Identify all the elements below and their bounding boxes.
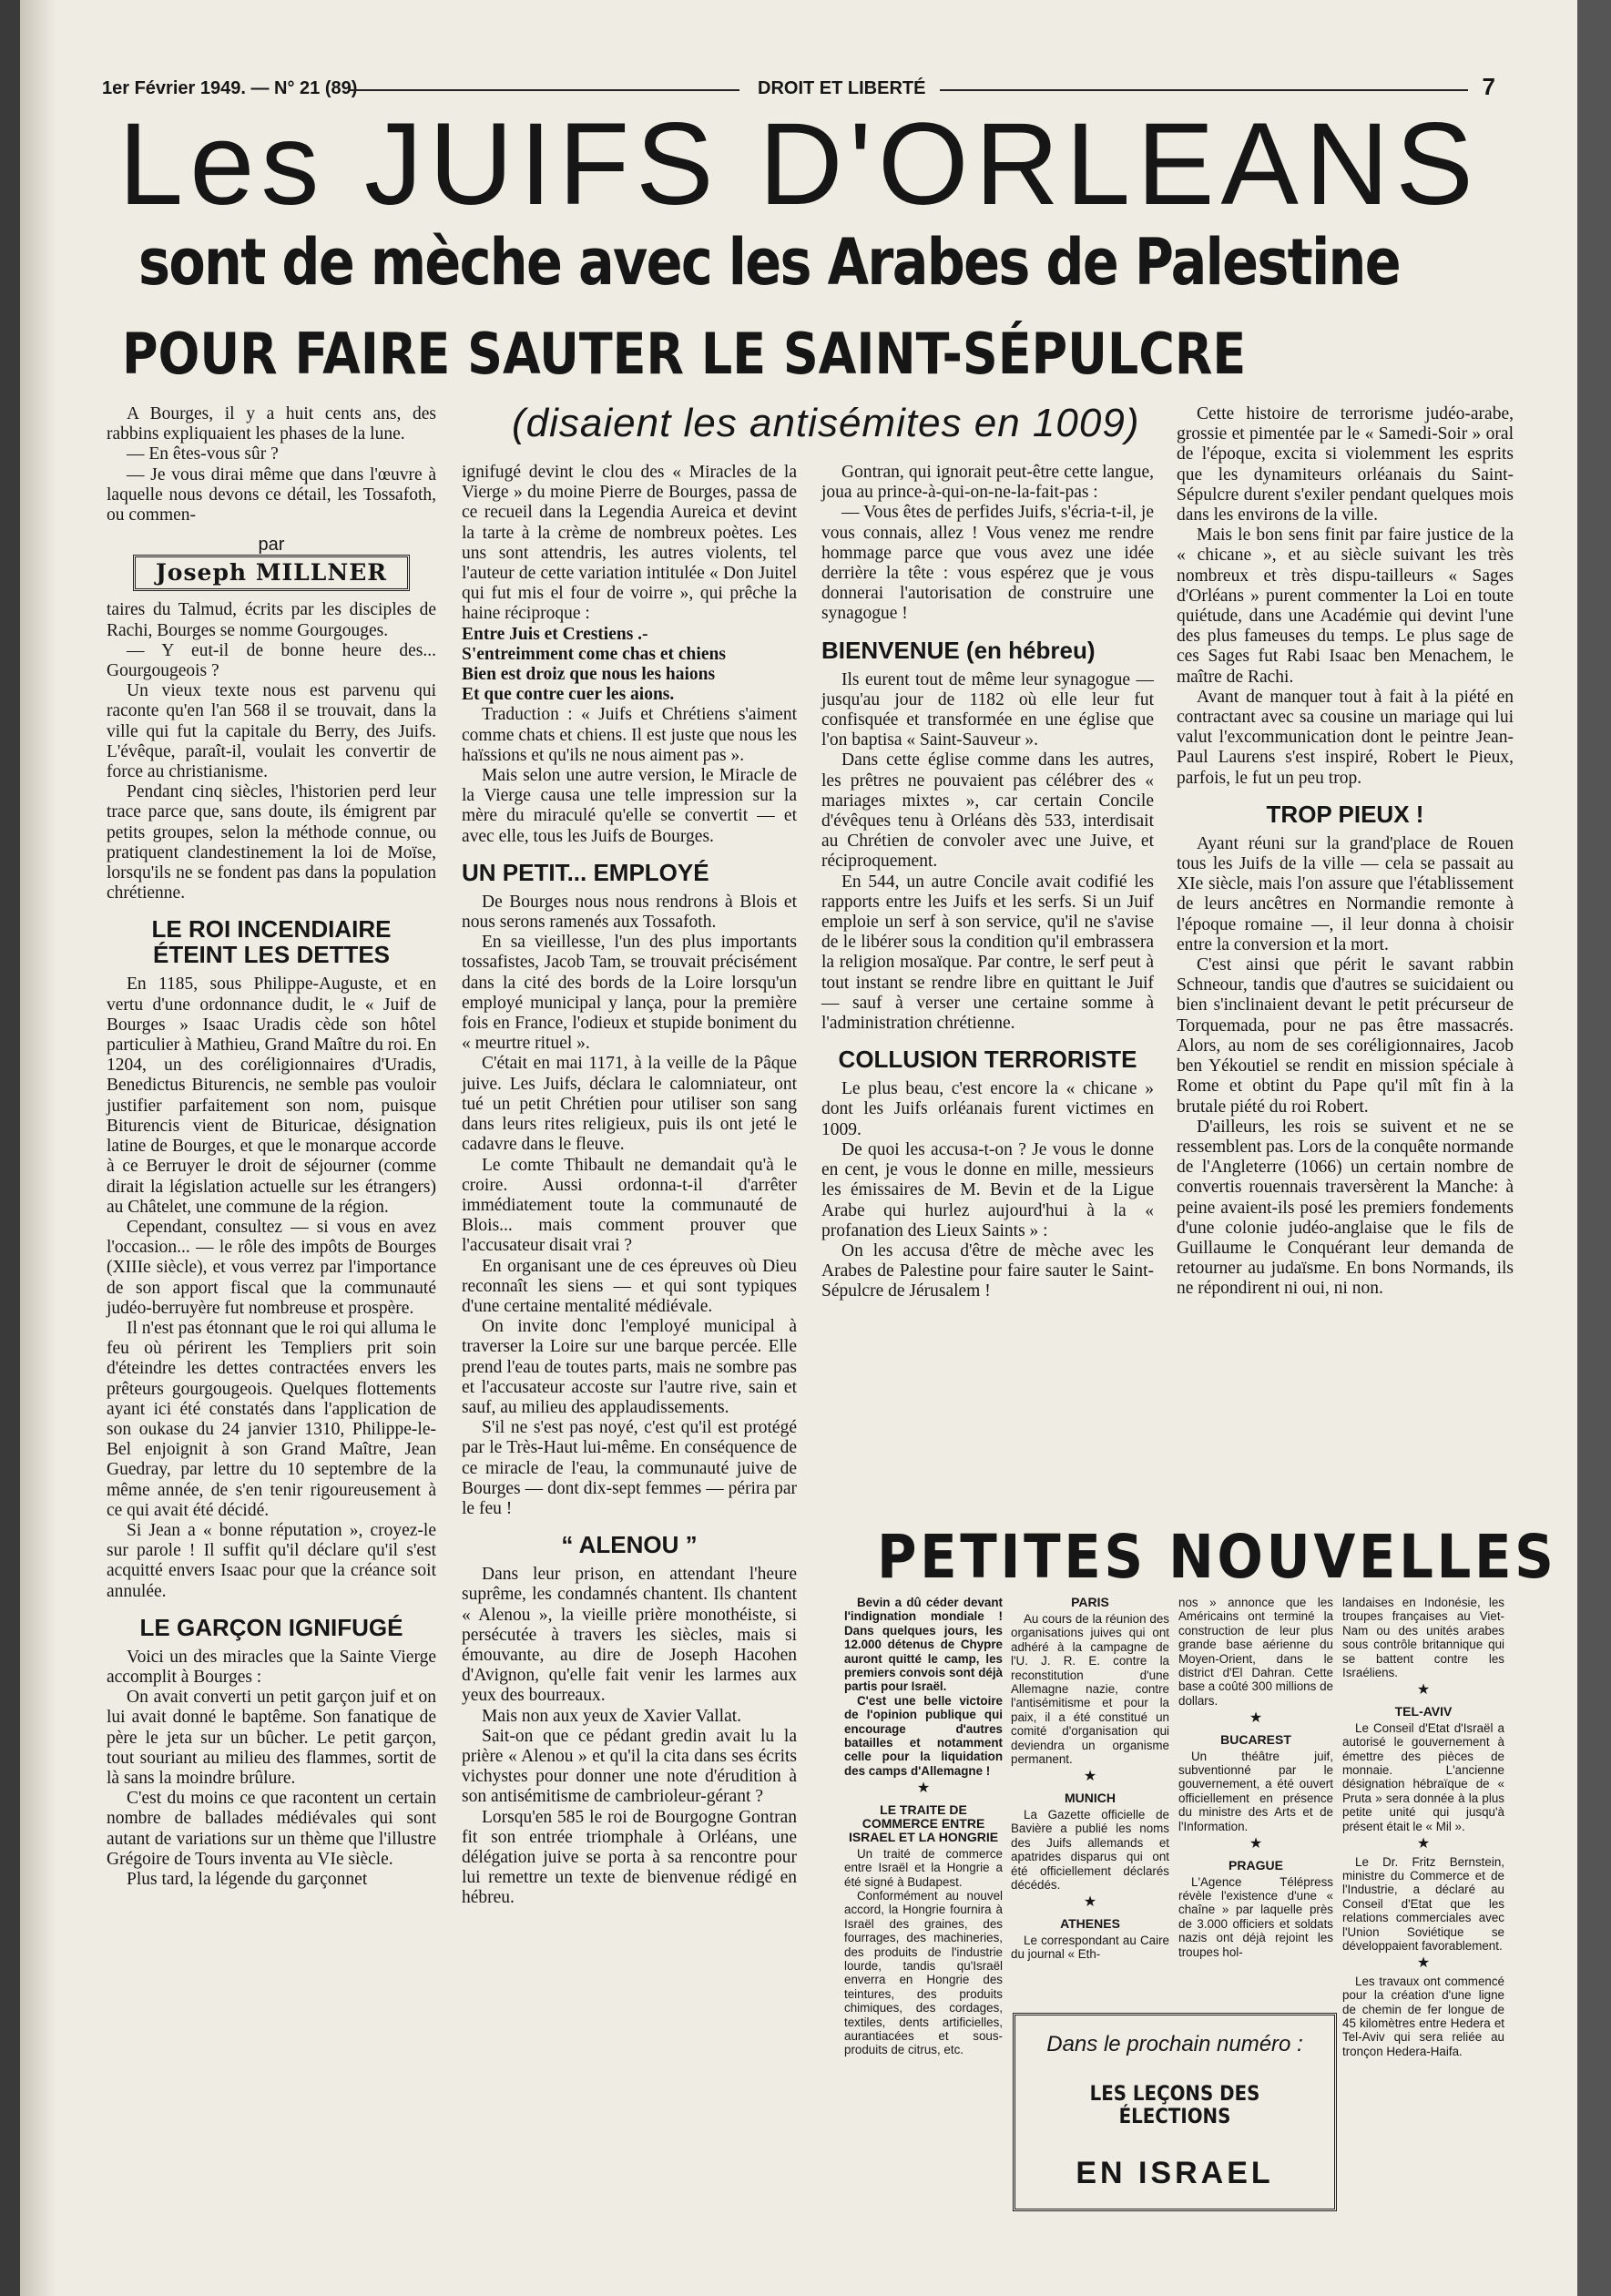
verse-line: Et que contre cuer les aions. [462, 685, 675, 705]
paragraph: A Bourges, il y a huit cents ans, des rabbins expliquaient les phases de la lune. [107, 404, 436, 444]
news-item: Le Conseil d'Etat d'Israël a autorisé le gouvernement à émettre des pièces de monnaie. L'ancienne désignation hébraïque de « Pruta » sera donnée à la plus petite unité qui jusqu'à présent était le « Mil ». [1342, 1720, 1504, 1833]
star-separator: ★ [1083, 1769, 1097, 1785]
paragraph: C'est du moins ce que racontent un certain nombre de ballades médiévales qui sont autant de variations sur un thème que l'illustre Grégoire de Tours inventa au VIe siècle. [107, 1789, 436, 1869]
star-separator: ★ [1083, 1894, 1097, 1911]
news-item: C'est une belle victoire de l'opinion publique qui encourage d'autres batailles et notamment celle pour la liquidation des camps d'Allemagne ! [844, 1693, 1003, 1778]
byline-par: par [258, 535, 285, 556]
paragraph: Ils eurent tout de même leur synagogue — jusqu'au jour de 1182 où elle leur fut confisquée et transformée en une église que l'on baptisa « Saint-Sauveur ». [821, 669, 1154, 750]
star-separator: ★ [1249, 1710, 1263, 1727]
paragraph: Lorsqu'en 585 le roi de Bourgogne Gontran fit son entrée triomphale à Orléans, une délégation juive se porta à sa rencontre pour lui remettre un texte de bienvenue rédigé en hébreu. [462, 1807, 797, 1908]
paragraph: — Vous êtes de perfides Juifs, s'écria-t-il, je vous connais, allez ! Vous venez me rendre hommage parce que vous avez une idée derrière la tête : vous espérez que je vous donnerai l'autorisation de construire une synagogue ! [821, 503, 1154, 624]
section-heading: TROP PIEUX ! [1266, 800, 1424, 828]
star-separator: ★ [1249, 1836, 1263, 1852]
paragraph: Le comte Thibault ne demandait qu'à le croire. Aussi ordonna-t-il d'arrêter immédiatement toute la communauté de Blois... mais comment prouver que l'accusateur disait vrai ? [462, 1155, 797, 1256]
news-item: Le Dr. Fritz Bernstein, ministre du Commerce et de l'Industrie, a déclaré au Conseil d'Etat que les relations commerciales avec l'Union Soviétique se développaient favorablement. [1342, 1854, 1504, 1953]
promo-intro: Dans le prochain numéro : [1046, 2032, 1303, 2056]
headline-sub: sont de mèche avec les Arabes de Palestine [138, 225, 1400, 300]
news-heading: BUCAREST [1220, 1731, 1291, 1747]
section-heading: LE GARÇON IGNIFUGÉ [139, 1613, 403, 1641]
news-item: L'Agence Télépress révèle l'existence d'une « chaîne » par laquelle près de 3.000 officiers et soldats nazis ont déjà rejoint les troupes hol- [1178, 1874, 1333, 1959]
paragraph: Traduction : « Juifs et Chrétiens s'aiment comme chats et chiens. Il est juste que nous les haïssions et qu'ils ne nous aiment pas ». [462, 705, 797, 765]
section-heading: UN PETIT... EMPLOYÉ [462, 858, 709, 886]
paragraph: Dans cette église comme dans les autres, les prêtres ne pouvaient pas célébrer des « mariages mixtes », car certain Concile d'évêques tenu à Orléans dès 533, interdisait au Chrétien de convoler avec une Juive, et réciproquement. [821, 750, 1154, 872]
newspaper-name: DROIT ET LIBERTÉ [758, 78, 926, 98]
star-separator: ★ [1416, 1682, 1431, 1699]
news-item: Un traité de commerce entre Israël et la Hongrie a été signé à Budapest. [844, 1846, 1003, 1889]
news-item: landaises en Indonésie, les troupes françaises au Viet-Nam ou des unités arabes sous contrôle britannique qui se battent contre les Israéliens. [1342, 1596, 1504, 1680]
paragraph: En sa vieillesse, l'un des plus importants tossafistes, Jacob Tam, se trouvait précisément dans la cité des bords de la Loire lorsqu'un employé municipal y lança, pour la première fois en France, l'odieux et stupide boniment du « meurtre rituel ». [462, 933, 797, 1054]
paragraph: taires du Talmud, écrits par les disciples de Rachi, Bourges se nomme Gourgouges. [107, 600, 436, 640]
column-3 [821, 463, 1154, 1302]
paragraph: En 544, un autre Concile avait codifié les rapports entre les Juifs et les serfs. Si un Juif emploie un serf à son service, qu'il ne s'avise de le libérer sous la condition qu'il embrassera la religion mosaïque. Par contre, le serf peut à tout instant se rendre libre en quittant le Juif — sauf à verser une certaine somme à l'administration chrétienne. [821, 872, 1154, 1034]
paragraph: Mais selon une autre version, le Miracle de la Vierge causa une telle impression sur la mère du miraculé qu'elle se convertit — et avec elle, tous les Juifs de Bourges. [462, 766, 797, 846]
news-heading: LE TRAITE DE COMMERCE ENTRE ISRAEL ET LA HONGRIE [848, 1801, 999, 1844]
star-separator: ★ [1416, 1955, 1431, 1972]
news-item: nos » annonce que les Américains ont terminé la construction de leur plus grande base aérienne du Moyen-Orient, dans le district d'El Dahran. Cette base a coûté 300 millions de dollars. [1178, 1596, 1333, 1708]
page-number: 7 [1482, 73, 1495, 100]
news-heading: MUNICH [1065, 1790, 1116, 1805]
paragraph: Avant de manquer tout à fait à la piété en contractant avec sa cousine un mariage qui lui valut l'excommunication dont le peintre Jean-Paul Laurens s'est inspiré, Robert le Pieux, parfois, le fut un peu trop. [1177, 687, 1514, 788]
paragraph: Gontran, qui ignorait peut-être cette langue, joua au prince-à-qui-on-ne-la-fait-pas : [821, 463, 1154, 503]
paragraph: Le plus beau, c'est encore la « chicane » dont les Juifs orléanais furent victimes en 1009. [821, 1079, 1154, 1139]
section-heading: COLLUSION TERRORISTE [838, 1046, 1137, 1074]
section-heading: BIENVENUE (en hébreu) [821, 636, 1096, 664]
column-4 [1177, 404, 1514, 1300]
paragraph: — Je vous dirai même que dans l'œuvre à laquelle nous devons ce détail, les Tossafoth, ou commen- [107, 464, 436, 526]
paragraph: Pendant cinq siècles, l'historien perd leur trace parce que, sans doute, ils émigrent par petits groupes, selon la méthode connue, ou pratiquent clandestinement la loi de Moïse, lorsqu'ils ne se fondent pas dans la population chrétienne. [107, 782, 436, 903]
news-heading: ATHENES [1060, 1915, 1120, 1931]
page-edge-shadow [20, 0, 56, 2296]
paragraph: Sait-on que ce pédant gredin avait lu la prière « Alenou » et qu'il la cita dans ses écrits vichystes pour donner une note d'érudition à son antisémitisme de cambrioleur-gérant ? [462, 1726, 797, 1807]
verse-line: Bien est droiz que nous les haions [462, 665, 716, 685]
issue-date: 1er Février 1949. — N° 21 (89) [102, 78, 358, 98]
paragraph: Si Jean a « bonne réputation », croyez-le sur parole ! Il suffit qu'il déclare qu'il s'est acquitté envers Isaac pour que la créance soit annulée. [107, 1520, 436, 1601]
page-header [102, 73, 1495, 102]
paragraph: C'est ainsi que périt le savant rabbin Schneour, tandis que d'autres se suicidaient ou bien s'inclinaient devant le petit précurseur de Torquemada, pour ne pas être massacrés. Alors, au nom de ses coréligionnaires, Jacob ben Yékoutiel se rendit en mission spéciale à Rome et obtint du Pape qu'il mît fin à la brutale piété du roi Robert. [1177, 955, 1514, 1117]
paragraph: Cependant, consultez — si vous en avez l'occasion... — le rôle des impôts de Bourges (XIIIe siècle), et vous verrez par l'importance de son apport fiscal que la communauté judéo-berruyère fut nombreuse et prospère. [107, 1217, 436, 1318]
petites-nouvelles-title: PETITES NOUVELLES [877, 1522, 1557, 1592]
news-item: Un théâtre juif, subventionné par le gouvernement, a été ouvert officiellement en présence du ministre des Arts et de l'Information. [1178, 1749, 1333, 1833]
paragraph: On avait converti un petit garçon juif et on lui avait donné le baptême. Son fanatique de père le jeta sur un bûcher. Le petit garçon, tout souriant au milieu des flammes, sortit de là sans la moindre brûlure. [107, 1688, 436, 1788]
star-separator: ★ [1416, 1836, 1431, 1852]
headline-tagline: (disaient les antisémites en 1009) [512, 401, 1140, 445]
next-issue-box [1013, 2013, 1337, 2211]
paragraph: C'était en mai 1171, à la veille de la Pâque juive. Les Juifs, déclara le calomniateur, ont tué un petit Chrétien pour utiliser son sang dans leurs rites religieux, puis ils ont jeté le cadavre dans le fleuve. [462, 1054, 797, 1155]
news-item: La Gazette officielle de Bavière a publié les noms des Juifs allemands et apatrides disparus qui ont été officiellement déclarés décédés. [1011, 1807, 1169, 1892]
section-heading: LE ROI INCENDIAIRE ÉTEINT LES DETTES [151, 915, 392, 969]
star-separator: ★ [916, 1781, 931, 1797]
column-2 [462, 463, 797, 1909]
paragraph: ignifugé devint le clou des « Miracles de la Vierge » du moine Pierre de Bourges, passa de ce recueil dans la Legendia Aureica et devint la tarte à la crème de nombreux poètes. Les uns sont attendris, les autres violents, tel l'auteur de cette variation intitulée « Don Juitel qui fut mis el four de voirre », qui prêche la haine réciproque : [462, 463, 797, 624]
paragraph: Plus tard, la légende du garçonnet [127, 1870, 368, 1889]
promo-title: LES LEÇONS DES ÉLECTIONS [1089, 2083, 1260, 2128]
news-heading: PRAGUE [1229, 1857, 1283, 1873]
paragraph: — En êtes-vous sûr ? [127, 444, 279, 464]
paragraph: — Y eut-il de bonne heure des... Gourgougeois ? [107, 640, 436, 681]
section-heading: “ ALENOU ” [561, 1531, 698, 1559]
paragraph: S'il ne s'est pas noyé, c'est qu'il est protégé par le Très-Haut lui-même. En conséquence de ce miracle de l'eau, la communauté juive de Bourges — dont dix-sept femmes — périra par le feu ! [462, 1418, 797, 1518]
paragraph: Ayant réuni sur la grand'place de Rouen tous les Juifs de la ville — cela se passait au XIe siècle, mais l'on assure que l'établissement de leurs ancêtres en Normandie remonte à l'époque romaine —, il leur donna à choisir entre la conversion et la mort. [1177, 833, 1514, 954]
paragraph: D'ailleurs, les rois se suivent et ne se ressemblent pas. Lors de la conquête normande de l'Angleterre (1066) un certain nombre de convertis rouennais traversèrent la Manche: à peine avaient-ils posé les premiers fondements d'une colonie judéo-anglaise que le fils de Guillaume le Conquérant leur demanda de retourner au judaïsme. En bons Normands, ils ne répondirent ni oui, ni non. [1177, 1117, 1514, 1299]
header-rule-left [348, 89, 739, 91]
headline-third: POUR FAIRE SAUTER LE SAINT-SÉPULCRE [122, 321, 1247, 387]
news-column-4 [1342, 1596, 1504, 2058]
headline-main: Les JUIFS D'ORLEANS [118, 99, 1480, 230]
paragraph: Mais non aux yeux de Xavier Vallat. [482, 1706, 742, 1726]
verse-line: Entre Juis et Crestiens .- [462, 624, 648, 644]
paragraph: En 1185, sous Philippe-Auguste, et en vertu d'une ordonnance dudit, le « Juif de Bourges » Isaac Uradis cède son hôtel particulier à Mathieu, Grand Maître du roi. En 1204, un des coréligionnaires d'Uradis, Benedictus Biturencis, ne semble pas vouloir justifier parfaitement son nom, puisque Biturencis vient de Bituricae, désignation latine de Bourges, et que le monarque accorde à ce Berruyer le droit de séjourner (comme dirait la législation actuelle sur les étrangers) au Châtelet, une commune de la région. [107, 975, 436, 1217]
paragraph: De quoi les accusa-t-on ? Je vous le donne en cent, je vous le donne en mille, messieurs les émissaires de M. Bevin et de la Ligue Arabe qui hurlez aujourd'hui à la « profanation des Lieux Saints » : [821, 1139, 1154, 1240]
byline [107, 535, 436, 591]
paragraph: Un vieux texte nous est parvenu qui raconte qu'en l'an 568 il se trouvait, dans la ville qui fut la capitale du Berry, des Juifs. L'évêque, paraît-il, voulait les convertir de force au christianisme. [107, 681, 436, 782]
paragraph: De Bourges nous nous rendrons à Blois et nous serons ramenés aux Tossafoth. [462, 892, 797, 933]
paragraph: Voici un des miracles que la Sainte Vierge accomplit à Bourges : [107, 1647, 436, 1687]
news-column-3 [1178, 1596, 1333, 1959]
news-heading: PARIS [1071, 1595, 1109, 1609]
paragraph: Mais le bon sens finit par faire justice de la « chicane », et au siècle suivant les très nombreux et très dispu-tailleurs « Sages d'Orléans » purent commenter la Loi en toute quiétude, dans une Académie qui devint l'une des plus fameuses du temps. Le plus sage de ces Sages fut Rabi Isaac ben Menachem, le maître de Rachi. [1177, 526, 1514, 687]
scanner-background [1577, 0, 1611, 2296]
news-item: Bevin a dû céder devant l'indignation mondiale ! Dans quelques jours, les 12.000 détenus de Chypre auront quitté le camp, les premiers convois sont déjà partis pour Israël. [844, 1596, 1003, 1694]
paragraph: Dans leur prison, en attendant l'heure suprême, les condamnés chantent. Ils chantent « Alenou », la vieille prière monothéiste, si persécutée à travers les siècles, mais si émouvante, au dire de Joseph Hacohen d'Avignon, qu'elle fait venir les larmes aux yeux des bourreaux. [462, 1565, 797, 1706]
paragraph: En organisant une de ces épreuves où Dieu reconnaît les siens — et qui sont typiques d'une certaine mentalité médiévale. [462, 1256, 797, 1316]
header-rule-right [940, 89, 1468, 91]
paragraph: On les accusa d'être de mèche avec les Arabes de Palestine pour faire sauter le Saint-Sépulcre de Jérusalem ! [821, 1240, 1154, 1301]
paragraph: Cette histoire de terrorisme judéo-arabe, grossie et pimentée par le « Samedi-Soir » oral de l'époque, excita si violemment les esprits que les dynamiteurs orléanais du Saint-Sépulcre durent s'exiler pendant quelques mois dans les environs de la ville. [1177, 404, 1514, 526]
promo-subtitle: EN ISRAEL [1076, 2156, 1274, 2190]
news-item: Conformément au nouvel accord, la Hongrie fournira à Israël des graines, des fourrages, des machineries, des produits de l'industrie lourde, tandis qu'Israël enverra en Hongrie des teintures, des produits chimiques, des cordages, textiles, dents artificielles, aurantiacées et sous-produits de citrus, etc. [844, 1888, 1003, 2057]
verse-line: S'entreimment come chas et chiens [462, 644, 726, 664]
paragraph: On invite donc l'employé municipal à traverser la Loire sur une barque percée. Elle prend l'eau de toutes parts, mais ne sombre pas et l'accusateur accoste sur l'autre rive, sain et sauf, au milieu des applaudissements. [462, 1317, 797, 1417]
paragraph: Il n'est pas étonnant que le roi qui alluma le feu où périrent les Templiers prit soin d'éteindre les dettes contractées envers les prêteurs gourgougeois. Quelques flottements ayant ici été constatés dans l'application de son oukase du 24 janvier 1310, Philippe-le-Bel enjoignit à son Grand Maître, Jean Guedray, par lettre du 10 septembre de la même année, de s'en tenir rigoureusement à ce qui avait été décidé. [107, 1318, 436, 1520]
news-column-1 [844, 1596, 1003, 2057]
newspaper-page [20, 0, 1577, 2296]
byline-author: Joseph MILLNER [133, 555, 410, 591]
news-item: Les travaux ont commencé pour la création d'une ligne de chemin de fer longue de 45 kilomètres entre Hedera et Tel-Aviv qui sera reliée au tronçon Hedera-Haifa. [1342, 1974, 1504, 2058]
news-heading: TEL-AVIV [1394, 1703, 1453, 1719]
news-column-2 [1011, 1596, 1169, 1962]
column-1 [107, 404, 436, 1890]
news-item: Le correspondant au Caire du journal « Eth- [1011, 1933, 1169, 1962]
news-item: Au cours de la réunion des organisations juives qui ont adhéré à la campagne de l'U. J. R. E. contre la reconstitution d'une Allemagne nazie, contre l'antisémitisme et pour la paix, il a été constitué un comité d'organisation qui deviendra un organisme permanent. [1011, 1612, 1169, 1767]
